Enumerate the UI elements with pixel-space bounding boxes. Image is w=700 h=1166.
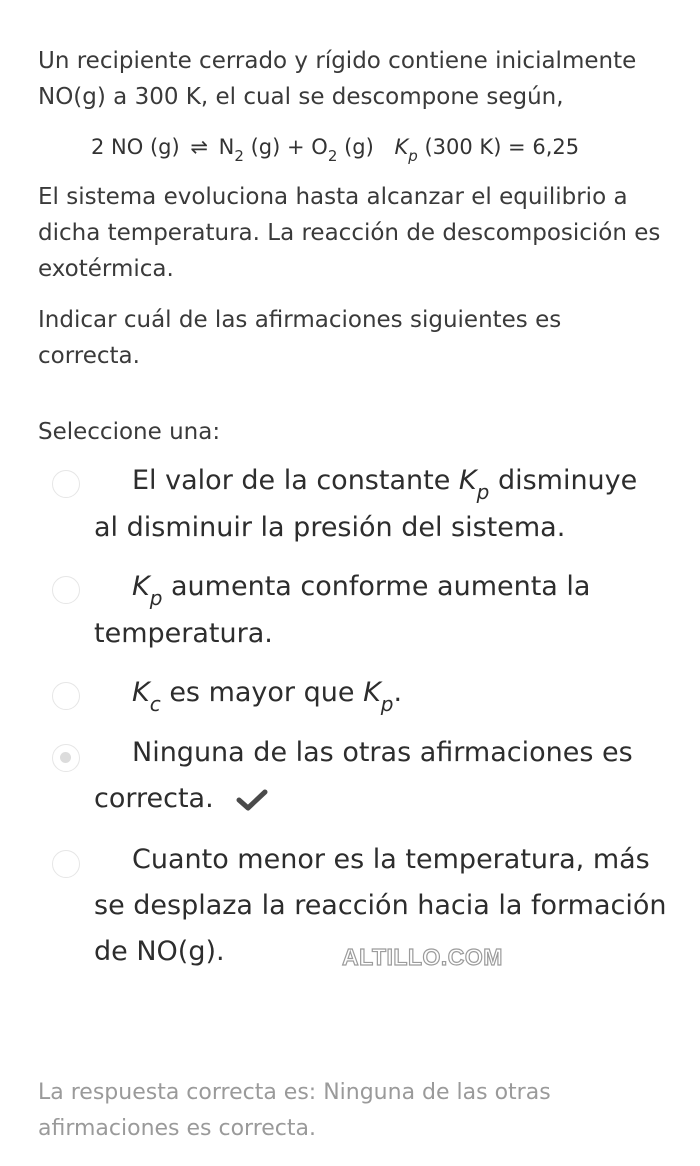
- paragraph-3-line2: correcta.: [38, 343, 140, 369]
- option-1-radio[interactable]: [52, 470, 80, 498]
- paragraph-3-line1: Indicar cuál de las afirmaciones siguientes es: [38, 307, 562, 333]
- kp-symbol: $K_p$: [132, 571, 163, 610]
- option-1-line1: El valor de la constante $K_p$ disminuye: [132, 465, 638, 504]
- option-4-radio[interactable]: [52, 744, 80, 772]
- equilibrium-arrow: ⇌: [190, 135, 208, 159]
- option-4-line1: Ninguna de las otras afirmaciones es: [132, 737, 633, 768]
- paragraph-2-line1: El sistema evoluciona hasta alcanzar el equilibrio a: [38, 184, 628, 210]
- kp-symbol: $K_p$: [394, 135, 418, 165]
- feedback-line1: La respuesta correcta es: Ninguna de las otras: [38, 1080, 551, 1105]
- kp-value: (300 K) = 6,25: [424, 135, 580, 159]
- option-2[interactable]: [94, 564, 590, 657]
- check-icon: [236, 789, 268, 811]
- product-o2: $O_2$: [311, 135, 338, 165]
- option-4-line2: correcta.: [94, 776, 633, 822]
- reaction-equation: [91, 135, 580, 165]
- option-5-line2: se desplaza la reacción hacia la formación: [94, 890, 667, 921]
- correct-answer-feedback: [38, 1075, 551, 1147]
- option-2-line1: $K_p$ aumenta conforme aumenta la: [132, 571, 591, 610]
- product-o2-state: (g): [344, 135, 374, 159]
- question-intro-line2: NO(g) a 300 K, el cual se descompone según,: [38, 84, 564, 110]
- feedback-line2: afirmaciones es correcta.: [38, 1116, 317, 1141]
- select-prompt: Seleccione una:: [38, 419, 221, 445]
- product-n2: $N_2$: [218, 135, 244, 165]
- option-5-line1: Cuanto menor es la temperatura, más: [132, 844, 650, 875]
- question-intro-line1: Un recipiente cerrado y rígido contiene inicialmente: [38, 48, 637, 74]
- option-2-radio[interactable]: [52, 576, 80, 604]
- product-n2-state: (g) +: [250, 135, 305, 159]
- kp-symbol: $K_p$: [458, 465, 490, 504]
- reactant: 2 NO (g): [91, 135, 180, 159]
- option-3-radio[interactable]: [52, 682, 80, 710]
- option-3-line1: $K_c$ es mayor que $K_p$.: [132, 677, 403, 716]
- kp-symbol: $K_p$: [363, 677, 394, 716]
- option-1[interactable]: [94, 458, 637, 551]
- watermark: ALTILLO.COM: [342, 944, 503, 970]
- kc-symbol: $K_c$: [132, 677, 161, 716]
- option-3[interactable]: [94, 670, 402, 717]
- option-5-line3: de NO(g).: [94, 936, 225, 967]
- option-4[interactable]: [94, 730, 633, 822]
- question-text: [38, 43, 636, 115]
- option-2-line2: temperatura.: [94, 618, 273, 649]
- paragraph-2-line3: exotérmica.: [38, 256, 174, 282]
- question-paragraph-3: [38, 302, 561, 374]
- option-1-line2: al disminuir la presión del sistema.: [94, 512, 566, 543]
- option-5-radio[interactable]: [52, 850, 80, 878]
- question-paragraph-2: [38, 179, 660, 287]
- paragraph-2-line2: dicha temperatura. La reacción de descomposición es: [38, 220, 661, 246]
